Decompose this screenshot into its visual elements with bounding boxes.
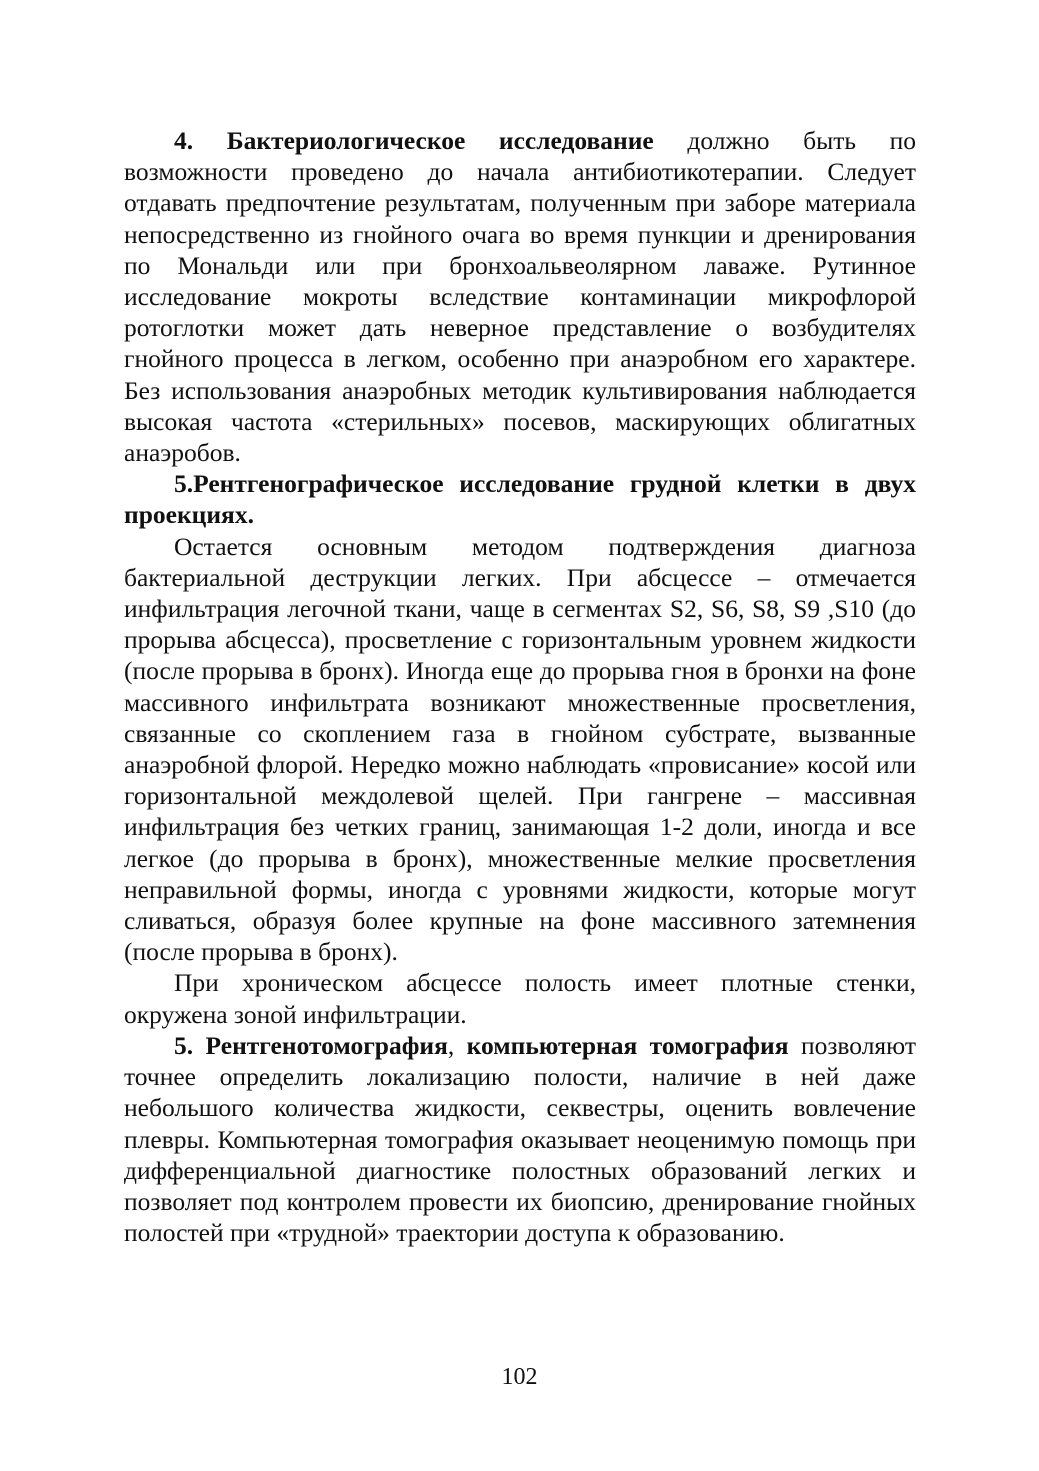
paragraph-bacteriology	[124, 125, 916, 468]
tomography-title-part1: 5. Рентгенотомография	[174, 1030, 448, 1060]
bacteriology-title: 4. Бактериологическое исследование	[174, 126, 654, 155]
paragraph-chronic-abscess: При хроническом абсцессе полость имеет плотные стенки, окружена зоной инфильтрации.	[124, 968, 916, 1029]
radiography-heading: 5.Рентгенографическое исследование грудной клетки в двух проекциях.	[124, 469, 916, 530]
tomography-title-separator: ,	[447, 1030, 467, 1060]
tomography-text: позволяют точнее определить локализацию полости, наличие в ней даже небольшого количества жидкости, секвестры, оценить вовлечение плевры. Компьютерная томография оказывает неоценимую помощь при дифференциальной диагностике полостных образований легких и позволяет под контролем провести их биопсию, дренирование гнойных полостей при «трудной» траектории доступа к образованию.	[124, 1030, 917, 1248]
tomography-title-part2: компьютерная томография	[466, 1030, 789, 1060]
page-number: 102	[501, 1364, 538, 1390]
paragraph-tomography	[124, 1030, 916, 1248]
paragraph-radiography-findings: Остается основным методом подтверждения диагноза бактериальной деструкции легких. При абсцессе – отмечается инфильтрация легочной ткани, чаще в сегментах S2, S6, S8, S9 ,S10 (до прорыва абсцесса), просветление с горизонтальным уровнем жидкости (после прорыва в бронх). Иногда еще до прорыва гноя в бронхи на фоне массивного инфильтрата возникают множественные просветления, связанные со скоплением газа в гнойном субстрате, вызванные анаэробной флорой. Нередко можно наблюдать «провисание» косой или горизонтальной междолевой щелей. При гангрене – массивная инфильтрация без четких границ, занимающая 1-2 доли, иногда и все легкое (до прорыва в бронх), множественные мелкие просветления неправильной формы, иногда с уровнями жидкости, которые могут сливаться, образуя более крупные на фоне массивного затемнения (после прорыва в бронх).	[124, 531, 916, 967]
page-body	[124, 125, 916, 1248]
bacteriology-text: должно быть по возможности проведено до начала антибиотикотерапии. Следует отдавать предпочтение результатам, полученным при заборе материала непосредственно из гнойного очага во время пункции и дренирования по Мональди или при бронхоальвеолярном лаваже. Рутинное исследование мокроты вследствие контаминации микрофлорой ротоглотки может дать неверное представление о возбудителях гнойного процесса в легком, особенно при анаэробном его характере. Без использования анаэробных методик культивирования наблюдается высокая частота «стерильных» посевов, маскирующих облигатных анаэробов.	[124, 126, 916, 468]
